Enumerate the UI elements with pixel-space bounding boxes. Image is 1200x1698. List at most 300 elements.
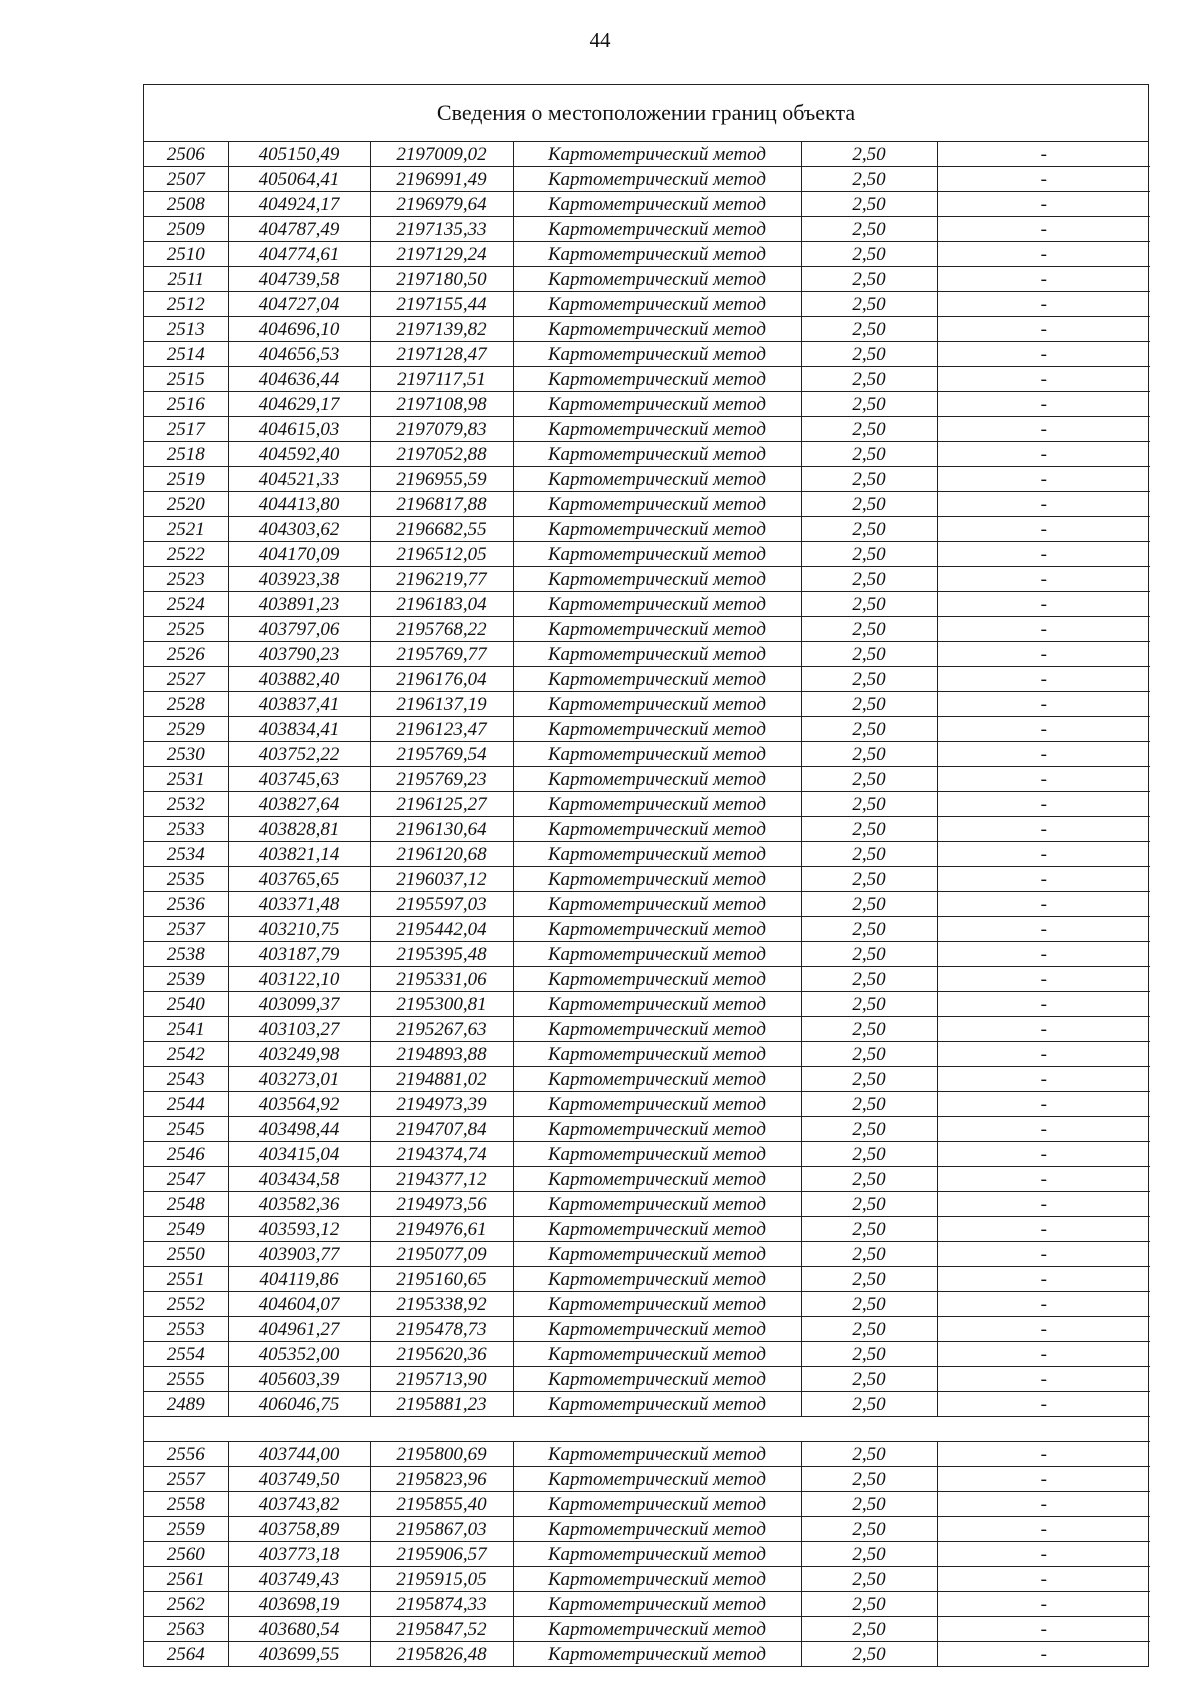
y-coordinate-cell: 2195331,06 [370,967,513,992]
accuracy-cell: 2,50 [801,767,937,792]
x-coordinate-cell: 403187,79 [228,942,370,967]
y-coordinate-cell: 2197117,51 [370,367,513,392]
description-cell: - [937,1292,1150,1317]
method-cell: Картометрический метод [513,1192,801,1217]
x-coordinate-cell: 404924,17 [228,192,370,217]
method-cell: Картометрический метод [513,917,801,942]
point-number-cell: 2539 [144,967,228,992]
method-cell: Картометрический метод [513,817,801,842]
table-row [144,1267,1150,1292]
point-number-cell: 2529 [144,717,228,742]
accuracy-cell: 2,50 [801,1492,937,1517]
y-coordinate-cell: 2195478,73 [370,1317,513,1342]
point-number-cell: 2552 [144,1292,228,1317]
x-coordinate-cell: 403797,06 [228,617,370,642]
x-coordinate-cell: 403249,98 [228,1042,370,1067]
x-coordinate-cell: 404521,33 [228,467,370,492]
y-coordinate-cell: 2196682,55 [370,517,513,542]
point-number-cell: 2509 [144,217,228,242]
table-row [144,1442,1150,1467]
description-cell: - [937,942,1150,967]
table-row [144,942,1150,967]
y-coordinate-cell: 2195442,04 [370,917,513,942]
point-number-cell: 2564 [144,1642,228,1667]
y-coordinate-cell: 2195338,92 [370,1292,513,1317]
method-cell: Картометрический метод [513,317,801,342]
y-coordinate-cell: 2195267,63 [370,1017,513,1042]
x-coordinate-cell: 405603,39 [228,1367,370,1392]
accuracy-cell: 2,50 [801,1067,937,1092]
method-cell: Картометрический метод [513,742,801,767]
table-row [144,742,1150,767]
point-number-cell: 2489 [144,1392,228,1417]
method-cell: Картометрический метод [513,1542,801,1567]
y-coordinate-cell: 2195800,69 [370,1442,513,1467]
table-row [144,217,1150,242]
point-number-cell: 2523 [144,567,228,592]
method-cell: Картометрический метод [513,1442,801,1467]
table-row [144,842,1150,867]
method-cell: Картометрический метод [513,1517,801,1542]
description-cell: - [937,717,1150,742]
accuracy-cell: 2,50 [801,267,937,292]
y-coordinate-cell: 2195769,23 [370,767,513,792]
description-cell: - [937,292,1150,317]
point-number-cell: 2525 [144,617,228,642]
method-cell: Картометрический метод [513,467,801,492]
method-cell: Картометрический метод [513,1167,801,1192]
x-coordinate-cell: 403749,50 [228,1467,370,1492]
y-coordinate-cell: 2194707,84 [370,1117,513,1142]
table-row [144,992,1150,1017]
y-coordinate-cell: 2197108,98 [370,392,513,417]
y-coordinate-cell: 2196817,88 [370,492,513,517]
description-cell: - [937,1442,1150,1467]
y-coordinate-cell: 2195300,81 [370,992,513,1017]
description-cell: - [937,1642,1150,1667]
x-coordinate-cell: 404119,86 [228,1267,370,1292]
table-row [144,142,1150,167]
point-number-cell: 2553 [144,1317,228,1342]
method-cell: Картометрический метод [513,367,801,392]
point-number-cell: 2527 [144,667,228,692]
method-cell: Картометрический метод [513,1142,801,1167]
y-coordinate-cell: 2196137,19 [370,692,513,717]
point-number-cell: 2526 [144,642,228,667]
table-row [144,1567,1150,1592]
accuracy-cell: 2,50 [801,1292,937,1317]
method-cell: Картометрический метод [513,1367,801,1392]
description-cell: - [937,792,1150,817]
table-row [144,1592,1150,1617]
x-coordinate-cell: 405150,49 [228,142,370,167]
table-row [144,467,1150,492]
x-coordinate-cell: 403680,54 [228,1617,370,1642]
description-cell: - [937,1117,1150,1142]
method-cell: Картометрический метод [513,267,801,292]
point-number-cell: 2550 [144,1242,228,1267]
point-number-cell: 2515 [144,367,228,392]
x-coordinate-cell: 403371,48 [228,892,370,917]
x-coordinate-cell: 404656,53 [228,342,370,367]
y-coordinate-cell: 2194973,56 [370,1192,513,1217]
method-cell: Картометрический метод [513,1117,801,1142]
point-number-cell: 2506 [144,142,228,167]
x-coordinate-cell: 404170,09 [228,542,370,567]
description-cell: - [937,1367,1150,1392]
y-coordinate-cell: 2197180,50 [370,267,513,292]
y-coordinate-cell: 2197128,47 [370,342,513,367]
y-coordinate-cell: 2194374,74 [370,1142,513,1167]
description-cell: - [937,1042,1150,1067]
point-number-cell: 2517 [144,417,228,442]
method-cell: Картометрический метод [513,592,801,617]
method-cell: Картометрический метод [513,392,801,417]
method-cell: Картометрический метод [513,667,801,692]
point-number-cell: 2541 [144,1017,228,1042]
y-coordinate-cell: 2195769,54 [370,742,513,767]
y-coordinate-cell: 2195823,96 [370,1467,513,1492]
point-number-cell: 2522 [144,542,228,567]
y-coordinate-cell: 2195874,33 [370,1592,513,1617]
description-cell: - [937,1242,1150,1267]
accuracy-cell: 2,50 [801,567,937,592]
y-coordinate-cell: 2195620,36 [370,1342,513,1367]
point-number-cell: 2520 [144,492,228,517]
x-coordinate-cell: 403122,10 [228,967,370,992]
accuracy-cell: 2,50 [801,1592,937,1617]
description-cell: - [937,1492,1150,1517]
x-coordinate-cell: 403827,64 [228,792,370,817]
description-cell: - [937,1542,1150,1567]
method-cell: Картометрический метод [513,1217,801,1242]
point-number-cell: 2530 [144,742,228,767]
description-cell: - [937,242,1150,267]
description-cell: - [937,1467,1150,1492]
method-cell: Картометрический метод [513,417,801,442]
accuracy-cell: 2,50 [801,1042,937,1067]
accuracy-cell: 2,50 [801,1192,937,1217]
description-cell: - [937,592,1150,617]
method-cell: Картометрический метод [513,842,801,867]
x-coordinate-cell: 406046,75 [228,1392,370,1417]
table-row [144,1167,1150,1192]
table-row [144,242,1150,267]
table-row [144,1492,1150,1517]
accuracy-cell: 2,50 [801,817,937,842]
accuracy-cell: 2,50 [801,1342,937,1367]
accuracy-cell: 2,50 [801,992,937,1017]
method-cell: Картометрический метод [513,1067,801,1092]
x-coordinate-cell: 403699,55 [228,1642,370,1667]
point-number-cell: 2524 [144,592,228,617]
method-cell: Картометрический метод [513,1267,801,1292]
description-cell: - [937,317,1150,342]
x-coordinate-cell: 404636,44 [228,367,370,392]
method-cell: Картометрический метод [513,1292,801,1317]
y-coordinate-cell: 2194377,12 [370,1167,513,1192]
point-number-cell: 2556 [144,1442,228,1467]
x-coordinate-cell: 404739,58 [228,267,370,292]
y-coordinate-cell: 2197052,88 [370,442,513,467]
point-number-cell: 2559 [144,1517,228,1542]
description-cell: - [937,1567,1150,1592]
y-coordinate-cell: 2196183,04 [370,592,513,617]
accuracy-cell: 2,50 [801,717,937,742]
accuracy-cell: 2,50 [801,517,937,542]
point-number-cell: 2555 [144,1367,228,1392]
method-cell: Картометрический метод [513,767,801,792]
description-cell: - [937,892,1150,917]
y-coordinate-cell: 2196176,04 [370,667,513,692]
method-cell: Картометрический метод [513,642,801,667]
method-cell: Картометрический метод [513,492,801,517]
method-cell: Картометрический метод [513,217,801,242]
point-number-cell: 2535 [144,867,228,892]
point-number-cell: 2560 [144,1542,228,1567]
description-cell: - [937,517,1150,542]
method-cell: Картометрический метод [513,1042,801,1067]
method-cell: Картометрический метод [513,792,801,817]
table-row [144,1242,1150,1267]
x-coordinate-cell: 403434,58 [228,1167,370,1192]
method-cell: Картометрический метод [513,567,801,592]
x-coordinate-cell: 403099,37 [228,992,370,1017]
point-number-cell: 2547 [144,1167,228,1192]
description-cell: - [937,992,1150,1017]
method-cell: Картометрический метод [513,167,801,192]
point-number-cell: 2511 [144,267,228,292]
accuracy-cell: 2,50 [801,617,937,642]
point-number-cell: 2546 [144,1142,228,1167]
x-coordinate-cell: 404413,80 [228,492,370,517]
x-coordinate-cell: 404303,62 [228,517,370,542]
point-number-cell: 2537 [144,917,228,942]
point-number-cell: 2545 [144,1117,228,1142]
y-coordinate-cell: 2197079,83 [370,417,513,442]
y-coordinate-cell: 2195713,90 [370,1367,513,1392]
x-coordinate-cell: 404696,10 [228,317,370,342]
method-cell: Картометрический метод [513,1617,801,1642]
boundary-table-sheet [143,84,1149,1667]
point-number-cell: 2533 [144,817,228,842]
accuracy-cell: 2,50 [801,1017,937,1042]
table-row [144,867,1150,892]
accuracy-cell: 2,50 [801,1217,937,1242]
description-cell: - [937,442,1150,467]
y-coordinate-cell: 2195826,48 [370,1642,513,1667]
accuracy-cell: 2,50 [801,1467,937,1492]
method-cell: Картометрический метод [513,142,801,167]
accuracy-cell: 2,50 [801,592,937,617]
point-number-cell: 2521 [144,517,228,542]
point-number-cell: 2542 [144,1042,228,1067]
table-row [144,792,1150,817]
table-row [144,1067,1150,1092]
table-row [144,1042,1150,1067]
method-cell: Картометрический метод [513,1492,801,1517]
y-coordinate-cell: 2195847,52 [370,1617,513,1642]
description-cell: - [937,1617,1150,1642]
method-cell: Картометрический метод [513,1317,801,1342]
x-coordinate-cell: 404774,61 [228,242,370,267]
accuracy-cell: 2,50 [801,1242,937,1267]
table-title: Сведения о местоположении границ объекта [144,85,1148,142]
x-coordinate-cell: 403582,36 [228,1192,370,1217]
accuracy-cell: 2,50 [801,492,937,517]
y-coordinate-cell: 2197135,33 [370,217,513,242]
x-coordinate-cell: 404615,03 [228,417,370,442]
accuracy-cell: 2,50 [801,1142,937,1167]
table-row [144,617,1150,642]
description-cell: - [937,1217,1150,1242]
method-cell: Картометрический метод [513,892,801,917]
point-number-cell: 2540 [144,992,228,1017]
accuracy-cell: 2,50 [801,842,937,867]
accuracy-cell: 2,50 [801,417,937,442]
description-cell: - [937,1267,1150,1292]
x-coordinate-cell: 404961,27 [228,1317,370,1342]
table-row [144,1617,1150,1642]
x-coordinate-cell: 403749,43 [228,1567,370,1592]
y-coordinate-cell: 2195855,40 [370,1492,513,1517]
description-cell: - [937,867,1150,892]
x-coordinate-cell: 403564,92 [228,1092,370,1117]
y-coordinate-cell: 2194881,02 [370,1067,513,1092]
point-number-cell: 2557 [144,1467,228,1492]
method-cell: Картометрический метод [513,692,801,717]
accuracy-cell: 2,50 [801,1367,937,1392]
description-cell: - [937,1017,1150,1042]
accuracy-cell: 2,50 [801,467,937,492]
y-coordinate-cell: 2195077,09 [370,1242,513,1267]
point-number-cell: 2508 [144,192,228,217]
x-coordinate-cell: 403882,40 [228,667,370,692]
point-number-cell: 2543 [144,1067,228,1092]
description-cell: - [937,917,1150,942]
table-row [144,1342,1150,1367]
description-cell: - [937,467,1150,492]
point-number-cell: 2538 [144,942,228,967]
coordinates-table [144,142,1150,1666]
method-cell: Картометрический метод [513,1017,801,1042]
description-cell: - [937,1517,1150,1542]
y-coordinate-cell: 2195395,48 [370,942,513,967]
description-cell: - [937,342,1150,367]
accuracy-cell: 2,50 [801,1567,937,1592]
point-number-cell: 2561 [144,1567,228,1592]
description-cell: - [937,1067,1150,1092]
table-row [144,567,1150,592]
table-row [144,1392,1150,1417]
accuracy-cell: 2,50 [801,1442,937,1467]
y-coordinate-cell: 2196512,05 [370,542,513,567]
y-coordinate-cell: 2195867,03 [370,1517,513,1542]
accuracy-cell: 2,50 [801,917,937,942]
description-cell: - [937,542,1150,567]
point-number-cell: 2510 [144,242,228,267]
description-cell: - [937,492,1150,517]
x-coordinate-cell: 404727,04 [228,292,370,317]
x-coordinate-cell: 403903,77 [228,1242,370,1267]
x-coordinate-cell: 403743,82 [228,1492,370,1517]
accuracy-cell: 2,50 [801,742,937,767]
x-coordinate-cell: 403698,19 [228,1592,370,1617]
x-coordinate-cell: 403103,27 [228,1017,370,1042]
y-coordinate-cell: 2196991,49 [370,167,513,192]
point-number-cell: 2551 [144,1267,228,1292]
table-row [144,1017,1150,1042]
y-coordinate-cell: 2195881,23 [370,1392,513,1417]
method-cell: Картометрический метод [513,292,801,317]
point-number-cell: 2516 [144,392,228,417]
method-cell: Картометрический метод [513,1467,801,1492]
x-coordinate-cell: 403273,01 [228,1067,370,1092]
description-cell: - [937,1167,1150,1192]
y-coordinate-cell: 2197009,02 [370,142,513,167]
table-row [144,517,1150,542]
method-cell: Картометрический метод [513,992,801,1017]
y-coordinate-cell: 2197155,44 [370,292,513,317]
point-number-cell: 2507 [144,167,228,192]
table-row [144,1217,1150,1242]
point-number-cell: 2531 [144,767,228,792]
point-number-cell: 2513 [144,317,228,342]
point-number-cell: 2532 [144,792,228,817]
point-number-cell: 2548 [144,1192,228,1217]
separator-cell [144,1417,1150,1442]
y-coordinate-cell: 2194976,61 [370,1217,513,1242]
table-row [144,917,1150,942]
table-row [144,392,1150,417]
table-row [144,1542,1150,1567]
x-coordinate-cell: 403210,75 [228,917,370,942]
point-number-cell: 2562 [144,1592,228,1617]
y-coordinate-cell: 2196130,64 [370,817,513,842]
accuracy-cell: 2,50 [801,542,937,567]
x-coordinate-cell: 403758,89 [228,1517,370,1542]
table-row [144,592,1150,617]
method-cell: Картометрический метод [513,342,801,367]
table-row [144,317,1150,342]
table-row [144,417,1150,442]
y-coordinate-cell: 2196123,47 [370,717,513,742]
method-cell: Картометрический метод [513,717,801,742]
x-coordinate-cell: 403828,81 [228,817,370,842]
table-row [144,1292,1150,1317]
table-row [144,192,1150,217]
description-cell: - [937,817,1150,842]
y-coordinate-cell: 2195769,77 [370,642,513,667]
table-row [144,367,1150,392]
accuracy-cell: 2,50 [801,642,937,667]
x-coordinate-cell: 403593,12 [228,1217,370,1242]
point-number-cell: 2563 [144,1617,228,1642]
table-row [144,1517,1150,1542]
accuracy-cell: 2,50 [801,392,937,417]
y-coordinate-cell: 2196955,59 [370,467,513,492]
x-coordinate-cell: 403745,63 [228,767,370,792]
x-coordinate-cell: 404604,07 [228,1292,370,1317]
table-row [144,1467,1150,1492]
accuracy-cell: 2,50 [801,317,937,342]
accuracy-cell: 2,50 [801,792,937,817]
point-number-cell: 2554 [144,1342,228,1367]
description-cell: - [937,642,1150,667]
method-cell: Картометрический метод [513,1242,801,1267]
x-coordinate-cell: 403834,41 [228,717,370,742]
table-row [144,892,1150,917]
